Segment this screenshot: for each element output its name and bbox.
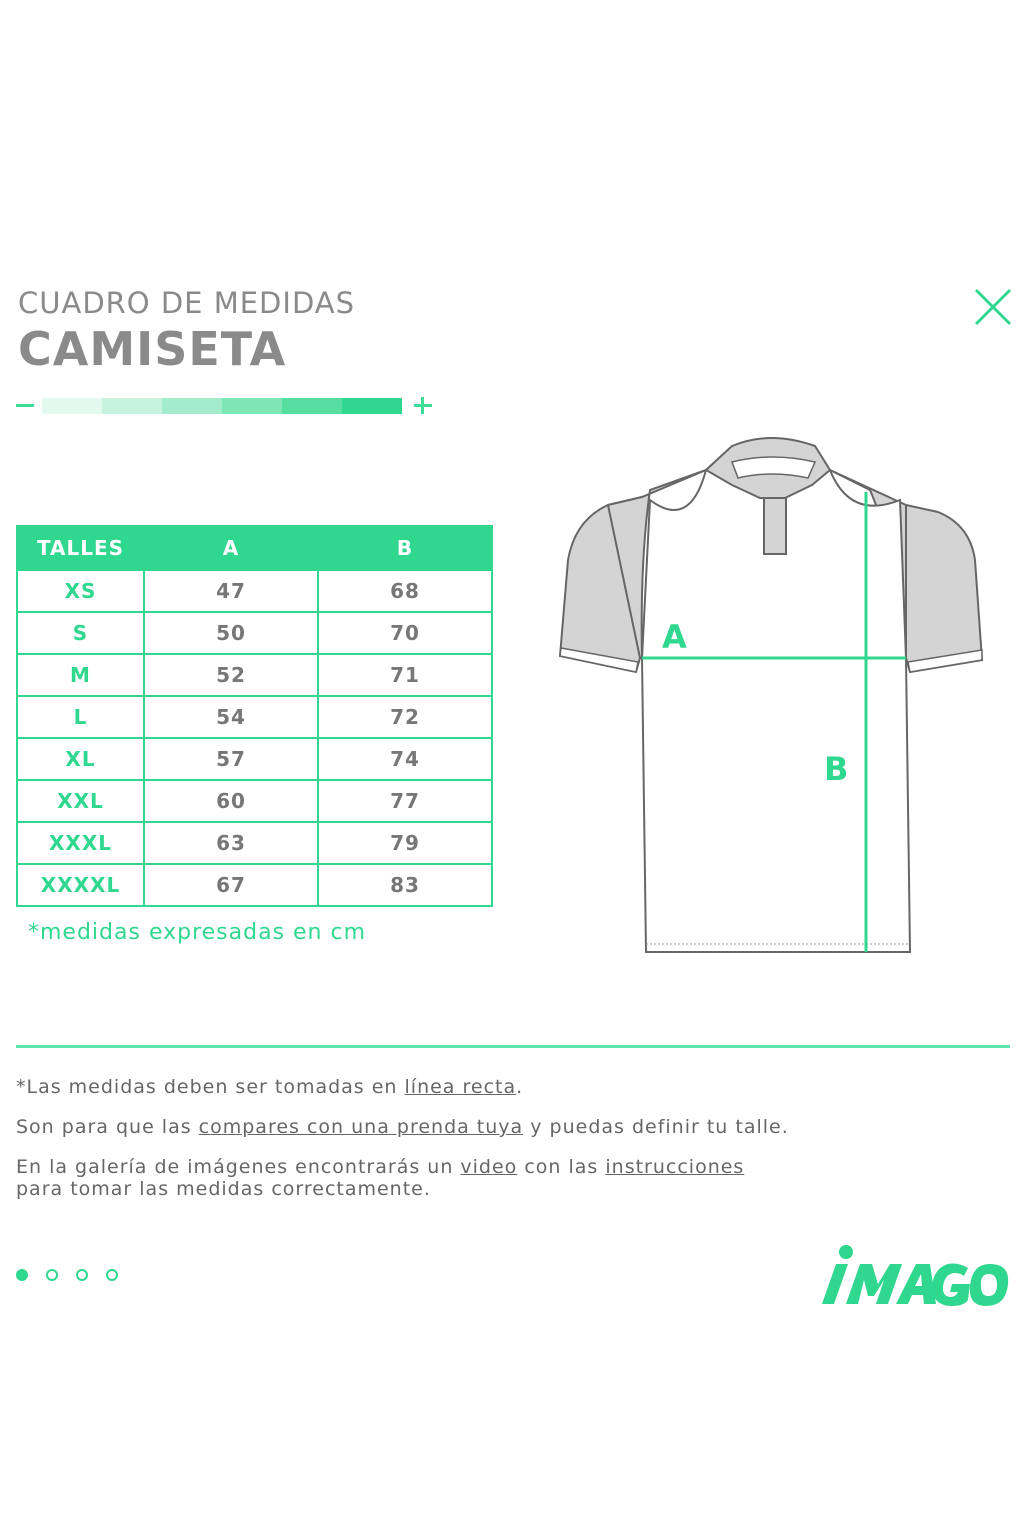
a-cell: 50 [144, 612, 318, 654]
size-table [16, 525, 493, 907]
note-line-2 [16, 1116, 1006, 1138]
brand-logo [818, 1244, 1012, 1310]
pagination-dot-2[interactable] [46, 1269, 58, 1281]
size-cell: S [17, 612, 144, 654]
note-emphasis: compares con una prenda tuya [198, 1116, 524, 1138]
section-divider [16, 1045, 1010, 1048]
size-cell: XXXXL [17, 864, 144, 906]
pagination-dot-1[interactable] [16, 1269, 28, 1281]
note-text: con las [517, 1156, 606, 1178]
table-row [17, 570, 492, 612]
note-emphasis: línea recta [404, 1076, 517, 1098]
placket [764, 498, 786, 554]
page-title: CAMISETA [18, 322, 287, 376]
scale-segment [342, 398, 402, 414]
table-row [17, 696, 492, 738]
minus-icon [16, 404, 34, 407]
header-talles: TALLES [17, 526, 144, 570]
b-cell: 72 [318, 696, 492, 738]
header-b: B [318, 526, 492, 570]
scale-segment [42, 398, 102, 414]
note-text: En la galería de imágenes encontrarás un [16, 1156, 461, 1178]
a-cell: 67 [144, 864, 318, 906]
size-cell: XL [17, 738, 144, 780]
measure-b-label: B [824, 750, 849, 788]
scale-segment [162, 398, 222, 414]
table-row [17, 654, 492, 696]
page-subtitle: CUADRO DE MEDIDAS [18, 286, 356, 320]
pagination-dot-4[interactable] [106, 1269, 118, 1281]
size-scale [14, 394, 434, 418]
note-text: para tomar las medidas correctamente. [16, 1178, 431, 1200]
table-row [17, 864, 492, 906]
note-text: y puedas definir tu talle. [523, 1116, 789, 1138]
size-cell: XXXL [17, 822, 144, 864]
table-row [17, 822, 492, 864]
size-cell: L [17, 696, 144, 738]
pagination-dot-3[interactable] [76, 1269, 88, 1281]
b-cell: 77 [318, 780, 492, 822]
size-cell: XS [17, 570, 144, 612]
pagination-dots [16, 1266, 136, 1285]
a-cell: 54 [144, 696, 318, 738]
a-cell: 63 [144, 822, 318, 864]
close-icon[interactable] [972, 286, 1014, 328]
b-cell: 71 [318, 654, 492, 696]
note-text: *Las medidas deben ser tomadas en [16, 1076, 405, 1098]
shirt-diagram [550, 430, 1000, 970]
table-header-row [17, 526, 492, 570]
header-a: A [144, 526, 318, 570]
note-line-3 [16, 1156, 1006, 1200]
scale-segment [282, 398, 342, 414]
right-sleeve [906, 505, 982, 672]
note-emphasis: video [460, 1156, 518, 1178]
measure-a-label: A [662, 618, 687, 656]
b-cell: 74 [318, 738, 492, 780]
note-text: . [516, 1076, 524, 1098]
a-cell: 60 [144, 780, 318, 822]
note-text: Son para que las [16, 1116, 199, 1138]
notes [16, 1076, 1006, 1218]
size-cell: M [17, 654, 144, 696]
b-cell: 79 [318, 822, 492, 864]
b-cell: 70 [318, 612, 492, 654]
b-cell: 68 [318, 570, 492, 612]
size-cell: XXL [17, 780, 144, 822]
scale-segment [222, 398, 282, 414]
a-cell: 47 [144, 570, 318, 612]
plus-icon [421, 397, 424, 414]
table-row [17, 738, 492, 780]
table-row [17, 612, 492, 654]
note-line-1 [16, 1076, 1006, 1098]
note-emphasis: instrucciones [605, 1156, 745, 1178]
a-cell: 52 [144, 654, 318, 696]
table-row [17, 780, 492, 822]
b-cell: 83 [318, 864, 492, 906]
a-cell: 57 [144, 738, 318, 780]
scale-segment [102, 398, 162, 414]
units-note: *medidas expresadas en cm [28, 920, 367, 945]
